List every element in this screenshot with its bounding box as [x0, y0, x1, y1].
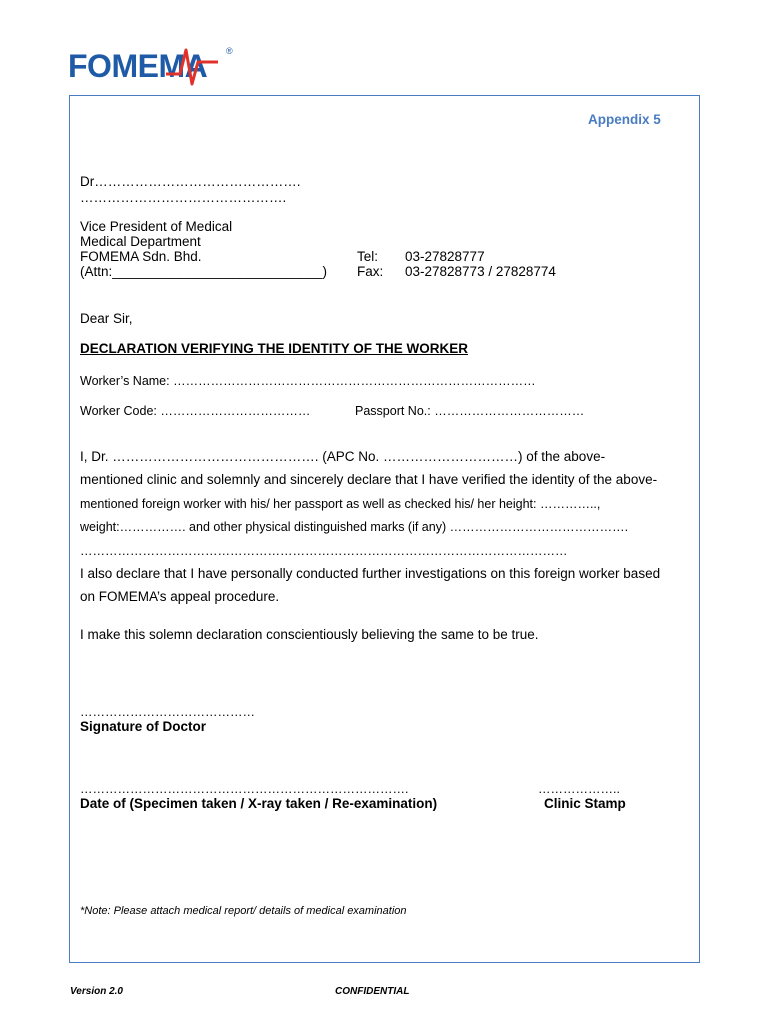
body-line-8: I make this solemn declaration conscientiously believing the same to be true.	[80, 627, 539, 642]
body-line-7: on FOMEMA’s appeal procedure.	[80, 589, 280, 604]
tel-value: 03-27828777	[405, 249, 485, 264]
addressee-company: FOMEMA Sdn. Bhd.	[80, 249, 202, 264]
fax-value: 03-27828773 / 27828774	[405, 264, 556, 279]
body-line-3: mentioned foreign worker with his/ her passport as well as checked his/ her height: …………..,	[80, 497, 601, 511]
body-line-6: I also declare that I have personally conducted further investigations on this foreign worker based	[80, 566, 661, 581]
dr-line: Dr……………………………………….	[80, 174, 301, 189]
date-label: Date of (Specimen taken / X-ray taken / Re-examination)	[80, 796, 438, 811]
logo-text: FOMEMA	[68, 48, 208, 84]
worker-code-field: Worker Code: ………………………………	[80, 404, 311, 418]
appendix-label: Appendix 5	[588, 112, 661, 127]
heartbeat-icon	[68, 44, 238, 88]
attn-line: (Attn:____________________________)	[80, 264, 327, 279]
confidential-label: CONFIDENTIAL	[335, 986, 410, 997]
addressee-title: Vice President of Medical	[80, 219, 233, 234]
body-line-5: ………………………………………………………………………………………………………	[80, 544, 568, 558]
dots-line: ……………………………………….	[80, 190, 287, 205]
body-line-1: I, Dr. ………………………………………. (APC No. …………………………) of the above-	[80, 449, 606, 464]
worker-name-field: Worker’s Name: ……………………………………………………………………………	[80, 374, 536, 388]
body-line-4: weight:……………. and other physical distinguished marks (if any) …………………………………….	[80, 520, 629, 534]
tel-label: Tel:	[357, 249, 379, 264]
clinic-stamp-label: Clinic Stamp	[544, 796, 626, 811]
date-dots: …………………………………………………………………….	[80, 782, 409, 796]
passport-field: Passport No.: ………………………………	[355, 404, 585, 418]
stamp-dots: ………………..	[538, 782, 620, 796]
body-line-2: mentioned clinic and solemnly and sincerely declare that I have verified the identity of the above-	[80, 472, 658, 487]
registered-mark: ®	[226, 46, 233, 56]
signature-dots: ……………………………………	[80, 705, 255, 719]
note-text: *Note: Please attach medical report/ details of medical examination	[80, 905, 407, 917]
salutation: Dear Sir,	[80, 311, 133, 326]
signature-label: Signature of Doctor	[80, 719, 207, 734]
fax-label: Fax:	[357, 264, 384, 279]
version-label: Version 2.0	[70, 986, 123, 997]
fomema-logo	[68, 44, 238, 88]
addressee-department: Medical Department	[80, 234, 201, 249]
declaration-heading: DECLARATION VERIFYING THE IDENTITY OF THE WORKER	[80, 341, 469, 356]
